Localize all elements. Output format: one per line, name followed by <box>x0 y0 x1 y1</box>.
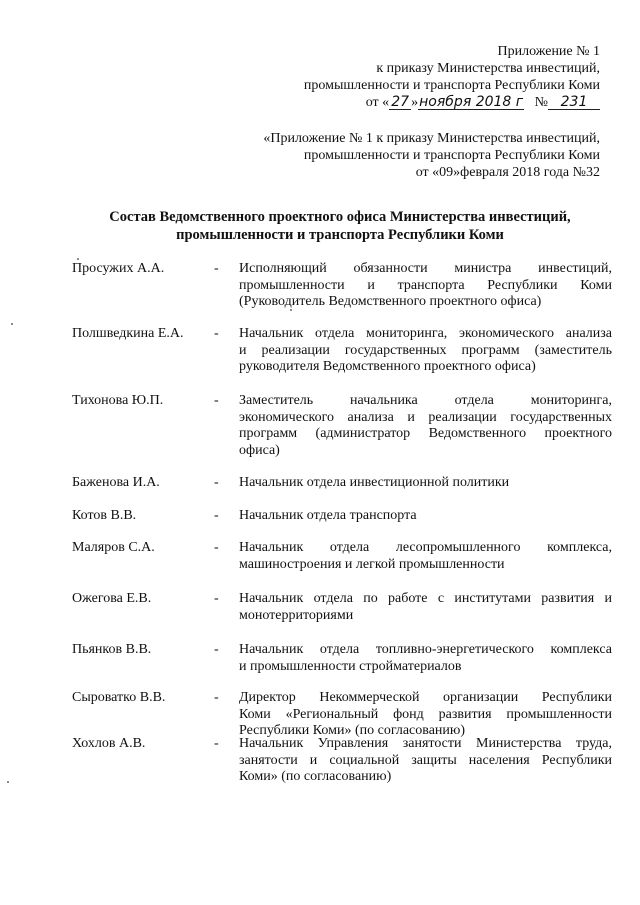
member-role-line: Начальник отдела инвестиционной политики <box>239 475 510 490</box>
member-role <box>239 261 612 311</box>
member-name: Хохлов А.В. <box>72 736 146 751</box>
member-role-line: Исполняющий обязанности министра инвестиций, <box>239 261 612 276</box>
member-role <box>239 690 612 740</box>
member-dash: - <box>214 393 219 408</box>
member-role-line: Коми «Региональный фонд развития промышленности <box>239 706 612 722</box>
prior-line-2: промышленности и транспорта Республики Коми <box>303 148 600 163</box>
member-dash: - <box>214 261 219 276</box>
member-role-line: Коми» (по согласованию) <box>239 769 392 784</box>
document-title <box>60 208 620 244</box>
member-role-line: Начальник отдела топливно-энергетического комплекса <box>239 642 612 657</box>
member-name: Маляров С.А. <box>72 540 155 555</box>
prior-line-3: от «09»февраля 2018 года №32 <box>415 165 600 180</box>
title-line-1: Состав Ведомственного проектного офиса Министерства инвестиций, <box>109 209 571 225</box>
member-role-line: Начальник отдела мониторинга, экономического анализа <box>239 326 612 341</box>
member-name: Пьянков В.В. <box>72 642 152 657</box>
member-role-line: и промышленности стройматериалов <box>239 658 462 674</box>
member-role-line: Начальник Управления занятости Министерства труда, <box>239 736 612 751</box>
date-prefix: от « <box>365 95 390 110</box>
prior-appendix-reference <box>263 130 600 181</box>
member-role <box>239 736 612 786</box>
member-role-line: Начальник отдела лесопромышленного комплекса, <box>239 540 612 555</box>
member-role-line: монотерриториями <box>239 607 354 623</box>
prior-line-1: «Приложение № 1 к приказу Министерства инвестиций, <box>263 131 600 146</box>
member-dash: - <box>214 540 219 555</box>
order-number-handwritten: 231 <box>548 95 600 110</box>
member-dash: - <box>214 508 219 523</box>
member-name: Ожегова Е.В. <box>72 591 152 606</box>
member-role-line: Начальник отдела транспорта <box>239 508 417 523</box>
member-dash: - <box>214 690 219 705</box>
member-name: Тихонова Ю.П. <box>72 393 164 408</box>
number-prefix: № <box>534 95 548 110</box>
member-role-line: Заместитель начальника отдела мониторинга, <box>239 393 612 408</box>
member-name: Котов В.В. <box>72 508 137 523</box>
member-role-line: (Руководитель Ведомственного проектного офиса) <box>239 294 542 309</box>
member-role <box>239 326 612 376</box>
member-role <box>239 591 612 624</box>
member-role <box>239 642 612 675</box>
member-dash: - <box>214 736 219 751</box>
member-dash: - <box>214 642 219 657</box>
date-mid: » <box>411 95 419 110</box>
scan-speck <box>7 781 9 783</box>
member-name: Баженова И.А. <box>72 475 160 490</box>
member-role-line: машиностроения и легкой промышленности <box>239 556 505 572</box>
member-role-line: занятости и социальной защиты населения Республики <box>239 752 612 768</box>
member-role-line: промышленности и транспорта Республики Коми <box>239 277 612 293</box>
member-role <box>239 508 612 525</box>
member-role-line: Директор Некоммерческой организации Республики <box>239 690 612 705</box>
appendix-title: Приложение № 1 <box>497 44 600 59</box>
member-role-line: программ (администратор Ведомственного проектного <box>239 426 612 441</box>
title-line-2: промышленности и транспорта Республики Коми <box>176 227 504 243</box>
member-role <box>239 540 612 573</box>
member-role-line: Начальник отдела по работе с институтами развития и <box>239 591 612 606</box>
appendix-ministry: промышленности и транспорта Республики Коми <box>303 78 600 93</box>
member-role <box>239 475 612 492</box>
member-name: Полшведкина Е.А. <box>72 326 184 341</box>
appendix-order-ref: к приказу Министерства инвестиций, <box>376 61 600 76</box>
member-dash: - <box>214 326 219 341</box>
member-role-line: руководителя Ведомственного проектного офиса) <box>239 359 536 374</box>
scan-speck <box>290 309 292 311</box>
member-role-line: экономического анализа и реализации государственных <box>239 409 612 425</box>
scan-speck <box>77 258 79 260</box>
appendix-date-line <box>304 94 600 111</box>
member-role-line: и реализации государственных программ (заместитель <box>239 342 612 358</box>
member-name: Просужих А.А. <box>72 261 165 276</box>
scan-speck <box>11 323 13 325</box>
appendix-header <box>304 43 600 111</box>
member-name: Сыроватко В.В. <box>72 690 166 705</box>
member-role-line: Республики Коми» (по согласованию) <box>239 723 466 738</box>
member-role <box>239 393 612 459</box>
date-month-year-handwritten: ноября 2018 г <box>419 94 524 110</box>
date-day-handwritten: 27 <box>389 95 411 110</box>
member-dash: - <box>214 475 219 490</box>
member-dash: - <box>214 591 219 606</box>
member-role-line: офиса) <box>239 442 280 458</box>
